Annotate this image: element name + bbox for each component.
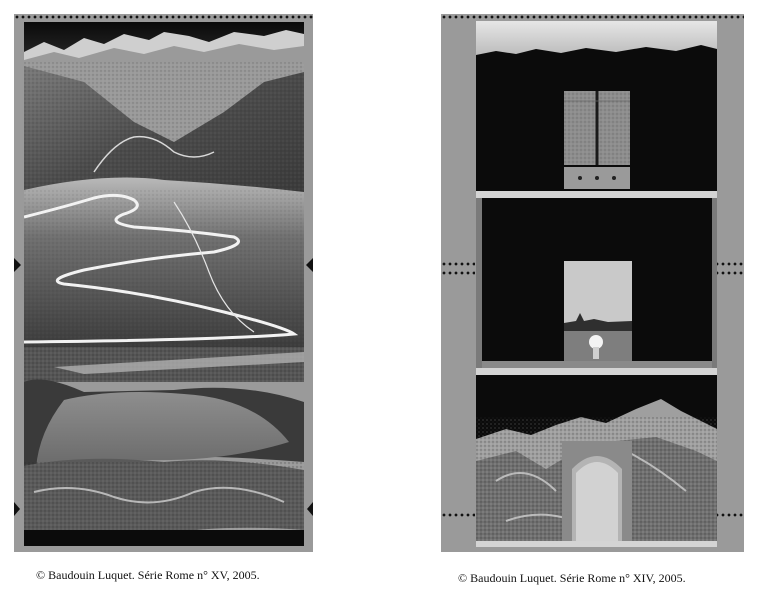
film-perforation-middle-left-2 [441,270,475,276]
film-perforation-middle-right-2 [714,270,744,276]
left-collage-image [24,22,304,546]
film-notch-right-lower [307,502,313,516]
film-perforation-top [14,14,313,20]
film-perforation-top [441,14,744,20]
left-photo-caption: © Baudouin Luquet. Série Rome n° XV, 2005. [36,568,260,582]
film-notch-left-lower [14,502,20,516]
film-perforation-bottom-right [714,512,744,518]
left-photo-plate [14,14,313,552]
right-photo-plate [441,14,744,552]
film-perforation-bottom-left [441,512,475,518]
film-perforation-middle-left [441,261,475,267]
right-collage-image [476,21,717,547]
film-notch-right [306,258,313,272]
film-notch-left [14,258,21,272]
right-photo-caption: © Baudouin Luquet. Série Rome n° XIV, 2005. [458,571,686,585]
film-perforation-middle-right [714,261,744,267]
